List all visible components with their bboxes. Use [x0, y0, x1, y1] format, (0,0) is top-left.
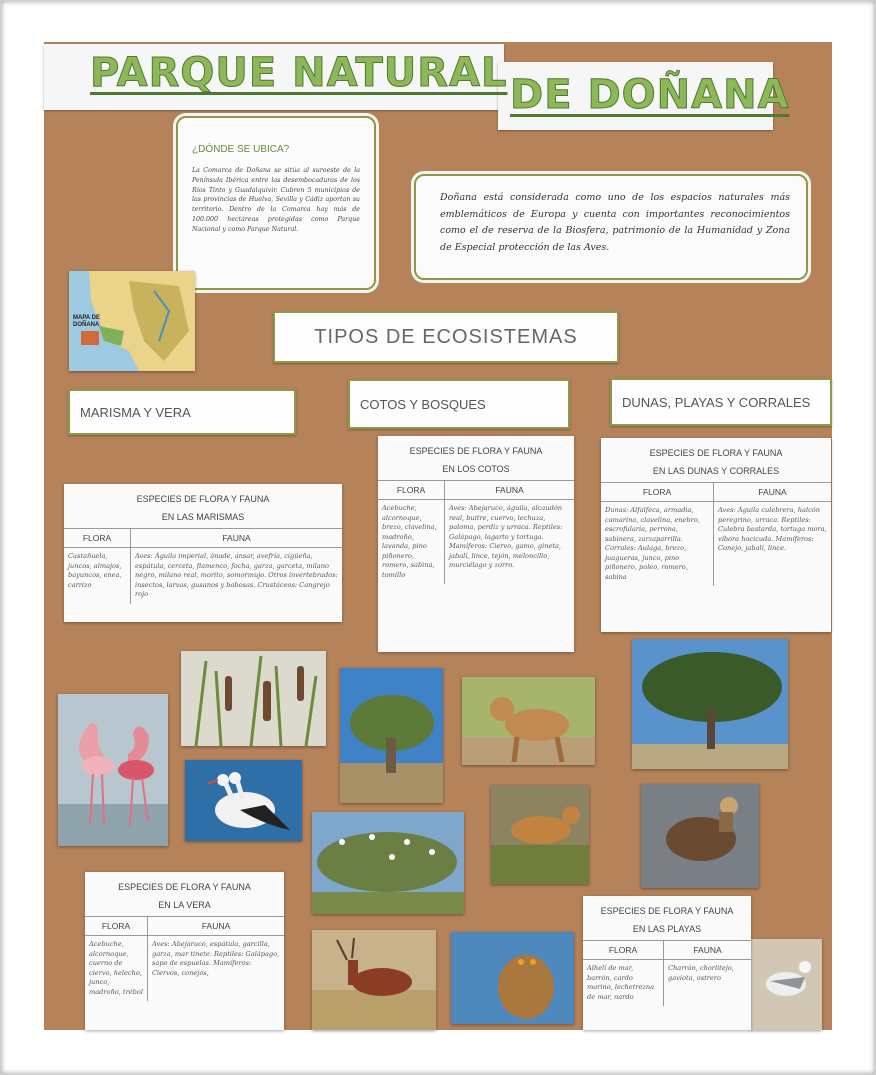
table-vera-flora-header: FLORA	[85, 917, 147, 936]
ecosystem-marisma	[68, 389, 296, 435]
table-dunas-h1: ESPECIES DE FLORA Y FAUNA	[649, 448, 783, 458]
photo-lynx	[462, 677, 595, 765]
table-vera-fauna: Aves: Abejaruco, espátula, garcilla, garza, mar tinete. Reptiles: Galápago, sapo de espuelas. Mamíferos: Ciervos, conejos,	[152, 940, 280, 977]
table-cotos-h2: EN LOS COTOS	[442, 464, 510, 474]
photo-trees-egrets	[312, 812, 464, 914]
map-label: MAPA DE DOÑANA	[73, 315, 100, 329]
location-heading: ¿DÓNDE SE UBICA?	[192, 144, 290, 155]
table-marismas-fauna-header: FAUNA	[131, 529, 342, 548]
location-card	[176, 116, 376, 290]
table-marismas-flora-header: FLORA	[64, 529, 130, 548]
table-dunas-fauna-header: FAUNA	[714, 483, 831, 502]
map-image	[69, 271, 195, 371]
table-vera-h1: ESPECIES DE FLORA Y FAUNA	[118, 882, 251, 892]
table-dunas-fauna: Aves: Águila culebrera, halcón peregrino, urraca. Reptiles: Culebra bastarda, tortuga mora, víbora hocicuda. Mamíferos: Conejo, jabalí, lince.	[718, 506, 827, 553]
ecosystem-cotos	[348, 379, 570, 429]
ecosystems-title	[273, 311, 619, 363]
table-playas-h2: EN LAS PLAYAS	[632, 924, 702, 934]
table-cotos-fauna-header: FAUNA	[445, 481, 574, 500]
table-dunas-flora-header: FLORA	[601, 483, 713, 502]
table-dunas	[601, 438, 831, 632]
photo-fox	[491, 785, 589, 884]
table-vera-flora: Acebuche, alcornoque, cuerno de ciervo, helecho, junco, madroño, trébol	[89, 940, 143, 996]
table-marismas-flora: Castañuela, juncos, almajos, bayuncos, enea, carrizo	[68, 552, 122, 589]
ecosystem-cotos-text: COTOS Y BOSQUES	[360, 396, 486, 412]
table-cotos-flora: Acebuche, alcornoque, brezo, clavelina, madroño, lavanda, pino piñonero, romero, sabina, tomillo	[382, 504, 437, 579]
table-cotos	[378, 436, 574, 652]
table-dunas-h2: EN LAS DUNAS Y CORRALES	[652, 466, 780, 476]
photo-owl	[451, 932, 574, 1024]
photo-cattails	[181, 651, 326, 746]
photo-eagle	[641, 784, 759, 888]
table-marismas-fauna: Aves: Águila imperial, ánade, ánsar, avefría, cigüeña, espátula, cerceta, flamenco, focha, garza, garceta, milano negro, milano real, morito, somormujo. Otros invertebrados: insectos, larvas, gusanos y babosas. Crustáceos: Cangrejo rojo	[135, 552, 338, 599]
table-playas-fauna: Charrán, chorlitejo, gaviota, ostrero	[668, 964, 734, 982]
table-marismas-h2: EN LAS MARISMAS	[161, 512, 245, 522]
title-part-1: PARQUE NATURAL	[90, 50, 508, 96]
table-playas-flora-header: FLORA	[583, 941, 663, 960]
photo-storks	[185, 760, 302, 841]
ecosystem-marisma-text: MARISMA Y VERA	[80, 404, 191, 420]
table-vera	[85, 872, 284, 1030]
table-playas-flora: Alhelí de mar, barrón, cardo marino, lechetrezna de mar, nardo	[587, 964, 655, 1001]
table-marismas-h1: ESPECIES DE FLORA Y FAUNA	[136, 494, 270, 504]
ecosystem-dunas-text: DUNAS, PLAYAS Y CORRALES	[622, 394, 811, 410]
table-cotos-fauna: Aves: Abejaruco, águila, alcaudón real, buitre, cuervo, lechuza, paloma, perdiz y urraca. Reptiles: Galápago, lagarto y tortuga. Mamíferos: Ciervo, gamo, gineta, jabalí, lince, tejón, meloncillo, murciélago y zorro.	[449, 504, 563, 570]
photo-flamingos	[58, 694, 168, 846]
table-cotos-h1: ESPECIES DE FLORA Y FAUNA	[409, 446, 543, 456]
table-dunas-flora: Dunas: Alfalfeca, armadia, camarina, clavelina, enebro, escrofularia, perrona, sabinera, zarzaparrilla. Corrales: Aulaga, brezo, juagueras, junco, pino piñonero, poleo, romero, sabina	[605, 506, 700, 581]
photo-stone-pine	[632, 639, 788, 769]
location-text: La Comarca de Doñana se sitúa al suroeste de la Península Ibérica entre las desembocaduras de los Ríos Tinto y Guadalquivir. Cubren 5 municipios de las provincias de Huelva, Sevilla y Cádiz aportan su territorio. Dentro de la Comarca hay más de 100.000 hectáreas protegidas como Parque Nacional y como Parque Natural.	[192, 167, 360, 233]
ecosystem-dunas	[610, 378, 832, 426]
ecosystems-title-text: TIPOS DE ECOSISTEMAS	[314, 325, 578, 348]
table-vera-fauna-header: FAUNA	[148, 917, 284, 936]
table-marismas	[64, 484, 342, 622]
intro-text: Doñana está considerada como uno de los espacios naturales más emblemáticos de Europa y cuenta con importantes reconocimientos como el de reserva de la Biosfera, patrimonio de la Humanidad y Zona de Especial protección de las Aves.	[440, 192, 790, 253]
photo-deer	[312, 930, 436, 1030]
photo-olive-tree	[340, 668, 443, 803]
table-playas-h1: ESPECIES DE FLORA Y FAUNA	[600, 906, 734, 916]
title-part-2: DE DOÑANA	[510, 72, 790, 118]
table-playas	[583, 896, 751, 1030]
photo-seagull	[750, 939, 822, 1030]
intro-card	[414, 174, 808, 280]
table-playas-fauna-header: FAUNA	[664, 941, 751, 960]
table-cotos-flora-header: FLORA	[378, 481, 444, 500]
table-vera-h2: EN LA VERA	[158, 900, 211, 910]
